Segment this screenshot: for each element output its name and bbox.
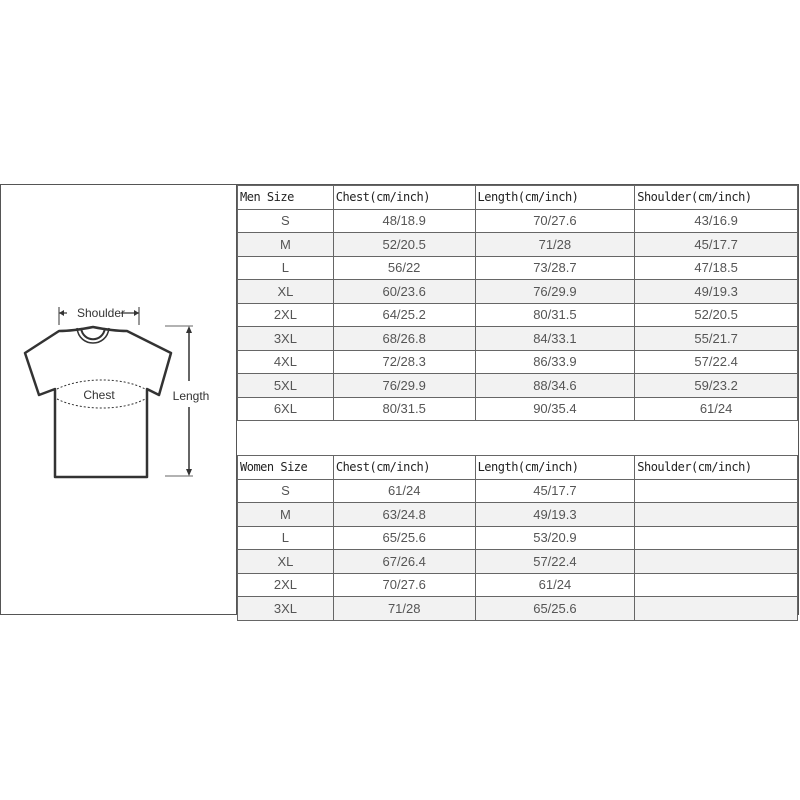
women-length-cell: 53/20.9	[475, 526, 635, 550]
men-table-row	[238, 350, 798, 374]
women-size-cell: M	[238, 503, 334, 527]
men-chest-cell: 64/25.2	[333, 303, 475, 327]
men-chest-cell: 72/28.3	[333, 350, 475, 374]
men-size-header: Men Size	[238, 186, 334, 210]
men-size-cell: L	[238, 256, 334, 280]
men-table-body	[238, 186, 798, 421]
men-size-cell: M	[238, 233, 334, 257]
women-size-cell: L	[238, 526, 334, 550]
men-length-cell: 80/31.5	[475, 303, 635, 327]
tshirt-diagram-svg	[1, 185, 235, 614]
men-header-row	[238, 186, 798, 210]
men-size-cell: 5XL	[238, 374, 334, 398]
men-length-cell: 76/29.9	[475, 280, 635, 304]
men-table-row	[238, 209, 798, 233]
women-size-header: Women Size	[238, 456, 334, 480]
women-header-row	[238, 456, 798, 480]
women-chest-cell: 65/25.6	[333, 526, 475, 550]
men-chest-cell: 56/22	[333, 256, 475, 280]
men-size-cell: 3XL	[238, 327, 334, 351]
men-shoulder-cell: 47/18.5	[635, 256, 798, 280]
men-chest-cell: 52/20.5	[333, 233, 475, 257]
men-shoulder-cell: 55/21.7	[635, 327, 798, 351]
length-label: Length	[172, 389, 210, 403]
men-table-row	[238, 233, 798, 257]
women-table-row	[238, 526, 798, 550]
table-spacer	[237, 411, 798, 455]
men-shoulder-cell: 57/22.4	[635, 350, 798, 374]
men-table-row	[238, 327, 798, 351]
women-chest-header: Chest(cm/inch)	[333, 456, 475, 480]
men-size-table	[237, 185, 798, 421]
men-shoulder-cell: 59/23.2	[635, 374, 798, 398]
men-shoulder-cell: 52/20.5	[635, 303, 798, 327]
size-chart	[0, 184, 799, 615]
shoulder-label: Shoulder	[76, 306, 126, 320]
women-length-cell: 57/22.4	[475, 550, 635, 574]
men-size-cell: 2XL	[238, 303, 334, 327]
women-length-cell: 61/24	[475, 573, 635, 597]
women-shoulder-cell	[635, 526, 798, 550]
women-size-cell: XL	[238, 550, 334, 574]
women-size-cell: 2XL	[238, 573, 334, 597]
men-length-cell: 71/28	[475, 233, 635, 257]
men-chest-cell: 60/23.6	[333, 280, 475, 304]
men-table-row	[238, 256, 798, 280]
women-shoulder-cell	[635, 550, 798, 574]
men-length-cell: 90/35.4	[475, 397, 635, 421]
men-shoulder-cell: 61/24	[635, 397, 798, 421]
men-chest-cell: 76/29.9	[333, 374, 475, 398]
women-shoulder-cell	[635, 479, 798, 503]
women-shoulder-cell	[635, 503, 798, 527]
men-chest-cell: 48/18.9	[333, 209, 475, 233]
women-length-header: Length(cm/inch)	[475, 456, 635, 480]
men-length-cell: 84/33.1	[475, 327, 635, 351]
women-table-row	[238, 503, 798, 527]
women-table-body	[238, 456, 798, 621]
women-chest-cell: 67/26.4	[333, 550, 475, 574]
women-length-cell: 49/19.3	[475, 503, 635, 527]
women-table-row	[238, 550, 798, 574]
women-length-cell: 45/17.7	[475, 479, 635, 503]
tshirt-outline-icon	[25, 327, 171, 477]
women-length-cell: 65/25.6	[475, 597, 635, 621]
women-shoulder-cell	[635, 573, 798, 597]
men-chest-cell: 68/26.8	[333, 327, 475, 351]
women-chest-cell: 70/27.6	[333, 573, 475, 597]
men-length-cell: 86/33.9	[475, 350, 635, 374]
men-size-cell: 4XL	[238, 350, 334, 374]
women-table-row	[238, 597, 798, 621]
women-shoulder-header: Shoulder(cm/inch)	[635, 456, 798, 480]
men-table-row	[238, 280, 798, 304]
men-table-row	[238, 374, 798, 398]
men-length-cell: 70/27.6	[475, 209, 635, 233]
men-length-cell: 73/28.7	[475, 256, 635, 280]
chest-label: Chest	[83, 388, 115, 402]
men-length-cell: 88/34.6	[475, 374, 635, 398]
women-shoulder-cell	[635, 597, 798, 621]
men-table-row	[238, 303, 798, 327]
men-size-cell: S	[238, 209, 334, 233]
women-table-row	[238, 573, 798, 597]
men-shoulder-cell: 43/16.9	[635, 209, 798, 233]
men-size-cell: 6XL	[238, 397, 334, 421]
women-size-cell: S	[238, 479, 334, 503]
women-chest-cell: 61/24	[333, 479, 475, 503]
women-table-row	[238, 479, 798, 503]
women-size-cell: 3XL	[238, 597, 334, 621]
men-length-header: Length(cm/inch)	[475, 186, 635, 210]
men-shoulder-header: Shoulder(cm/inch)	[635, 186, 798, 210]
women-chest-cell: 71/28	[333, 597, 475, 621]
men-shoulder-cell: 49/19.3	[635, 280, 798, 304]
men-size-cell: XL	[238, 280, 334, 304]
women-chest-cell: 63/24.8	[333, 503, 475, 527]
men-chest-cell: 80/31.5	[333, 397, 475, 421]
women-size-table	[237, 455, 798, 621]
men-chest-header: Chest(cm/inch)	[333, 186, 475, 210]
tshirt-diagram	[1, 185, 237, 614]
men-shoulder-cell: 45/17.7	[635, 233, 798, 257]
